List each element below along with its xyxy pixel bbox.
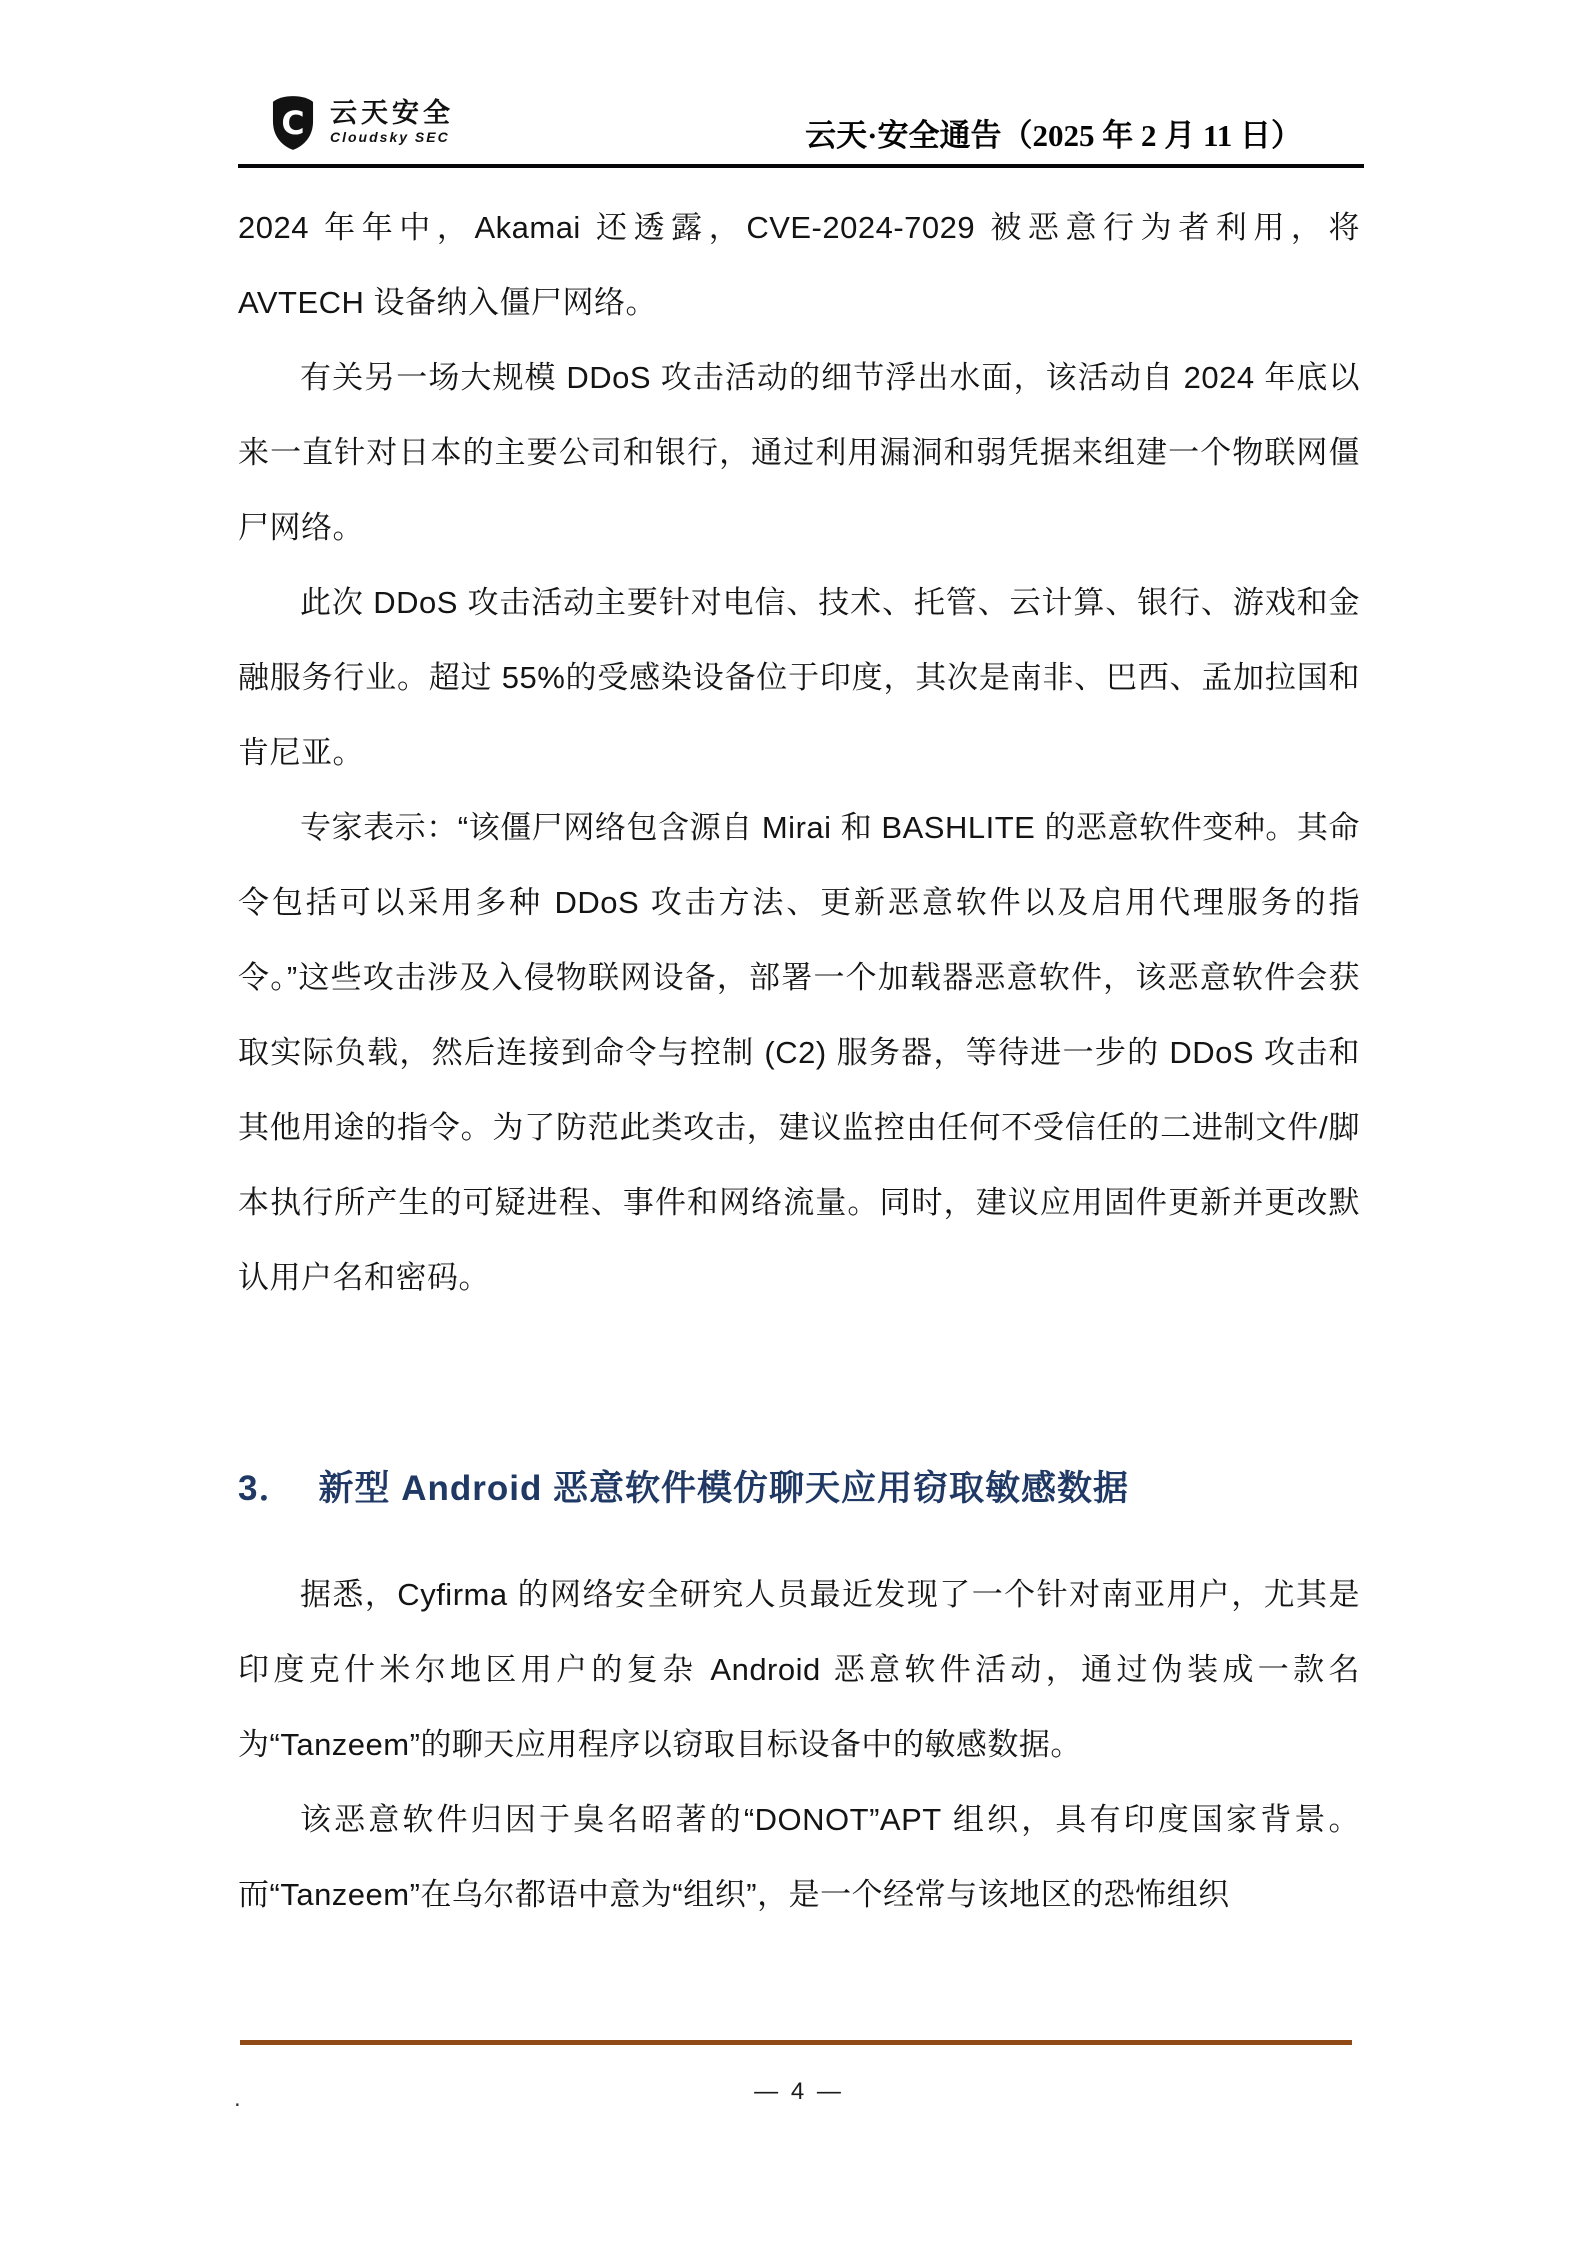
- body-paragraph: 该恶意软件归因于臭名昭著的“DONOT”APT 组织，具有印度国家背景。而“Tanzeem”在乌尔都语中意为“组织”，是一个经常与该地区的恐怖组织: [238, 1802, 1360, 1912]
- brand-name-en: Cloudsky SEC: [330, 129, 450, 145]
- stray-period-mark: .: [234, 2085, 241, 2112]
- body-paragraph: 此次 DDoS 攻击活动主要针对电信、技术、托管、云计算、银行、游戏和金融服务行业。超过 55%的受感染设备位于印度，其次是南非、巴西、孟加拉国和肯尼亚。: [238, 585, 1360, 770]
- page-number: — 4 —: [754, 2078, 844, 2105]
- body-paragraph: 据悉，Cyfirma 的网络安全研究人员最近发现了一个针对南亚用户，尤其是印度克什米尔地区用户的复杂 Android 恶意软件活动，通过伪装成一款名为“Tanzeem”的聊天应用程序以窃取目标设备中的敏感数据。: [238, 1577, 1360, 1762]
- body-paragraph: 专家表示：“该僵尸网络包含源自 Mirai 和 BASHLITE 的恶意软件变种。其命令包括可以采用多种 DDoS 攻击方法、更新恶意软件以及启用代理服务的指令。”这些攻击涉及入侵物联网设备，部署一个加载器恶意软件，该恶意软件会获取实际负载，然后连接到命令与控制 (C2) 服务器，等待进一步的 DDoS 攻击和其他用途的指令。为了防范此类攻击，建议监控由任何不受信任的二进制文件/脚本执行所产生的可疑进程、事件和网络流量。同时，建议应用固件更新并更改默认用户名和密码。: [238, 810, 1360, 1295]
- header-divider-line: [238, 164, 1364, 168]
- section-number: 3．: [238, 1469, 295, 1508]
- logo-letter: C: [281, 106, 305, 143]
- section-title: 新型 Android 恶意软件模仿聊天应用窃取敏感数据: [318, 1469, 1130, 1508]
- section-heading-3: [238, 1463, 1360, 1515]
- document-body: [238, 190, 1360, 1932]
- footer-divider-line: [240, 2040, 1352, 2045]
- body-paragraph: 有关另一场大规模 DDoS 攻击活动的细节浮出水面，该活动自 2024 年底以来一直针对日本的主要公司和银行，通过利用漏洞和弱凭据来组建一个物联网僵尸网络。: [238, 360, 1360, 545]
- bulletin-header-title: 云天·安全通告（2025 年 2 月 11 日）: [805, 118, 1302, 153]
- body-paragraph: 2024 年年中，Akamai 还透露，CVE-2024-7029 被恶意行为者利用，将 AVTECH 设备纳入僵尸网络。: [238, 210, 1360, 320]
- brand-name-cn: 云天安全: [330, 98, 454, 128]
